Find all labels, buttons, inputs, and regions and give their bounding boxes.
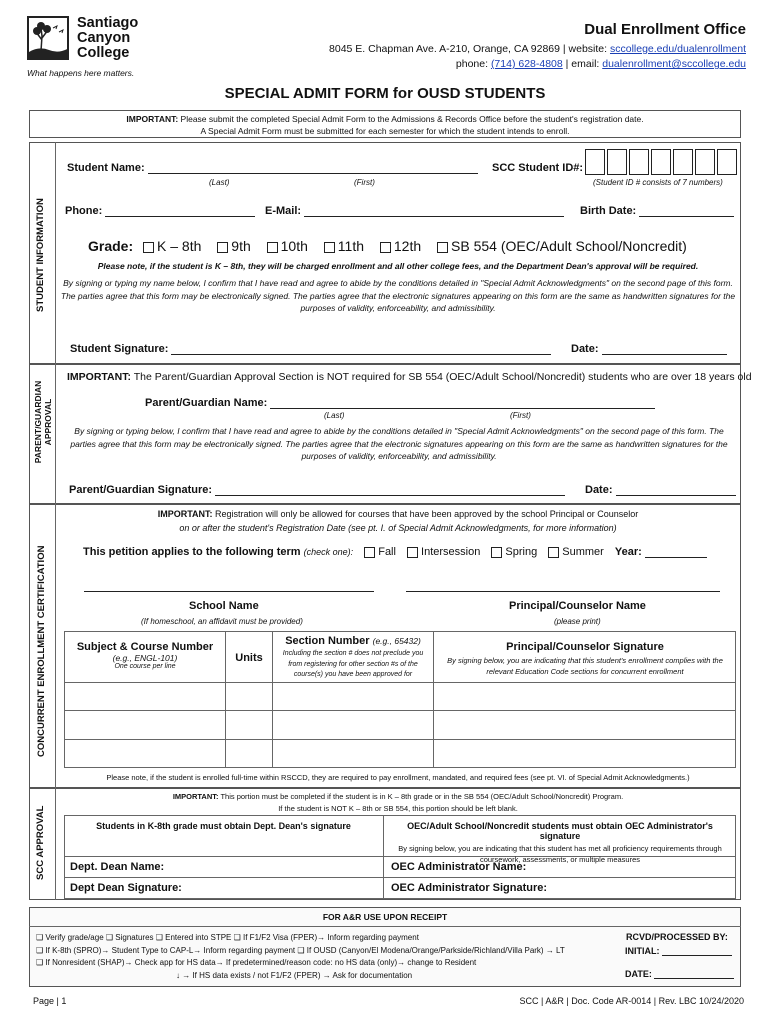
concurrent-important [60, 507, 736, 535]
parent-signature-label: Parent/Guardian Signature: [69, 484, 213, 496]
oec-name-field[interactable]: OEC Administrator Name: [391, 861, 527, 873]
student-section-label: STUDENT INFORMATION [35, 198, 46, 312]
concurrent-important-line1: Registration will only be allowed for courses that have been approved by the school Principal or Counselor [212, 509, 639, 519]
office-address-line [329, 43, 746, 55]
id-digit-box[interactable] [607, 149, 627, 175]
student-id-label: SCC Student ID#: [492, 162, 584, 174]
principal-name-note: (please print) [554, 617, 601, 626]
parent-name-label: Parent/Guardian Name: [145, 397, 268, 409]
concurrent-important-label: IMPORTANT: [157, 509, 213, 519]
office-contact-line [456, 58, 746, 70]
email-link[interactable]: dualenrollment@sccollege.edu [602, 58, 746, 70]
phone-field-label: Phone: [65, 205, 103, 217]
course-col-title: Subject & Course Number [76, 641, 214, 653]
section-col-note: Including the section # does not preclude you from registering for other section #s of the course(s) you have been approved for [282, 650, 424, 678]
parent-last-hint: (Last) [324, 411, 345, 420]
oec-requirement-title: OEC/Adult School/Noncredit students must obtain OEC Administrator's signature [407, 821, 713, 841]
grade-9-text: 9th [231, 238, 251, 254]
concurrent-important-line2: on or after the student's Registration Date (see pt. I. of Special Admit Acknowledgments, for more information) [179, 523, 617, 533]
concurrent-section-label: CONCURRENT ENROLLMENT CERTIFICATION [36, 545, 47, 757]
grade-k8-text: K – 8th [157, 238, 202, 254]
college-tagline: What happens here matters. [27, 68, 135, 78]
dean-signature-field[interactable]: Dept Dean Signature: [70, 882, 182, 894]
parent-agreement: By signing or typing below, I confirm that I have read and agree to abide by the conditions detailed in "Special Admit Acknowledgments" on the second page of this form. The parties agree that this form may be electronically signed. The parties agree that the electronic signatures appearing on this form are the same as handwritten signatures for the purposes of validity, enforceability, and admissibility. [70, 426, 728, 461]
scc-important-label: IMPORTANT: [172, 792, 219, 801]
form-title: SPECIAL ADMIT FORM for OUSD STUDENTS [224, 85, 546, 102]
ar-line4: ↓ → If HS data exists / not F1/F2 (FPER) → Ask for documentation [176, 970, 413, 980]
tree-icon [27, 16, 69, 60]
parent-section-label: PARENT/GUARDIAN APPROVAL [33, 380, 53, 464]
signature-col-title: Principal/Counselor Signature [506, 641, 664, 653]
id-digit-box[interactable] [673, 149, 693, 175]
parent-important [67, 371, 752, 383]
term-intersession-text: Intersession [421, 546, 481, 558]
ar-date-label: DATE: [625, 969, 652, 979]
course-col-note: One course per line [114, 663, 176, 670]
principal-name-label: Principal/Counselor Name [509, 600, 646, 612]
parent-important-text: The Parent/Guardian Approval Section is NOT required for SB 554 (OEC/Adult School/Noncredit) students who are over 18 years old [130, 371, 752, 383]
student-signature-field[interactable] [70, 343, 551, 355]
ar-checklist [36, 932, 565, 982]
grade-sb554-option[interactable] [437, 238, 687, 254]
grade-10-option[interactable] [267, 238, 308, 254]
course-col-header [66, 641, 224, 670]
id-digit-box[interactable] [585, 149, 605, 175]
grade-k8-option[interactable] [143, 238, 201, 254]
initial-label: INITIAL: [625, 946, 660, 956]
student-name-field[interactable] [67, 162, 478, 174]
phone-label: phone: [455, 58, 491, 70]
important-notice [29, 110, 741, 138]
grade-label: Grade: [88, 238, 134, 254]
rcvd-label: RCVD/PROCESSED BY: [626, 932, 728, 942]
grade-sb554-text: SB 554 (OEC/Adult School/Noncredit) [451, 238, 687, 254]
ar-title: FOR A&R USE UPON RECEIPT [322, 912, 448, 922]
section-col-title: Section Number [285, 635, 370, 647]
student-last-hint: (Last) [209, 178, 230, 187]
school-name-note: (If homeschool, an affidavit must be provided) [141, 617, 303, 626]
student-date-label: Date: [571, 343, 599, 355]
email-field[interactable] [265, 205, 564, 217]
term-summer-text: Summer [562, 546, 604, 558]
college-name-3: College [77, 45, 130, 61]
scc-important-line2: If the student is NOT K – 8th or SB 554, this portion should be left blank. [278, 803, 518, 813]
ar-date-field[interactable] [625, 969, 734, 979]
scc-section-label: SCC APPROVAL [35, 805, 46, 880]
school-name-label: School Name [189, 600, 259, 612]
college-logo [27, 16, 157, 81]
grade-10-text: 10th [280, 238, 308, 254]
school-name-line[interactable] [84, 591, 374, 592]
phone-link[interactable]: (714) 628-4808 [490, 58, 563, 70]
fulltime-note: Please note, if the student is enrolled full-time within RSCCD, they are required to pay enrollment, mandated, and required fees (see pt. VI. of Special Admit Acknowledgments.) [106, 773, 690, 782]
term-intersession-option[interactable] [407, 546, 480, 558]
course-col-example: (e.g., ENGL-101) [112, 653, 178, 663]
year-label: Year: [614, 546, 642, 558]
term-spring-option[interactable] [491, 546, 537, 558]
email-field-label: E-Mail: [265, 205, 302, 217]
ar-line2: ❑ If K-8th (SPRO)→ Student Type to CAP-L→ Inform regarding payment ❑ If OUSD (Canyon/El Modena/Orange/Parkside/Richland/Villa Park) → LT [36, 945, 565, 955]
parent-important-label: IMPORTANT: [67, 371, 131, 383]
important-line2: A Special Admit Form must be submitted for each semester for which the student intends to enroll. [200, 126, 570, 136]
grade-note: Please note, if the student is K – 8th, they will be charged enrollment and all other college fees, and the Department Dean's approval will be required. [97, 261, 699, 271]
birth-date-label: Birth Date: [580, 205, 637, 217]
term-label: This petition applies to the following term [83, 546, 301, 558]
student-signature-label: Student Signature: [70, 343, 169, 355]
dean-requirement: Students in K-8th grade must obtain Dept. Dean's signature [96, 821, 351, 831]
dean-name-field[interactable]: Dept. Dean Name: [70, 861, 165, 873]
term-fall-option[interactable] [364, 546, 396, 558]
term-summer-option[interactable] [548, 546, 604, 558]
term-hint: (check one): [303, 547, 354, 557]
grade-11-option[interactable] [324, 238, 364, 254]
term-row [83, 546, 707, 558]
section-col-example: (e.g., 65432) [372, 636, 421, 646]
year-field[interactable] [615, 546, 707, 558]
office-address: 8045 E. Chapman Ave. A-210, Orange, CA 92869 | website: [329, 43, 610, 55]
term-fall-text: Fall [378, 546, 396, 558]
id-digit-box[interactable] [717, 149, 737, 175]
oec-signature-field[interactable]: OEC Administrator Signature: [391, 882, 548, 894]
grade-9-option[interactable] [217, 238, 250, 254]
oec-requirement [386, 821, 734, 865]
ar-line1: ❑ Verify grade/age ❑ Signatures ❑ Entered into STPE ❑ If F1/F2 Visa (FPER)→ Inform regarding payment [36, 933, 419, 942]
parent-first-hint: (First) [510, 411, 531, 420]
phone-field[interactable] [65, 205, 255, 217]
doc-code: SCC | A&R | Doc. Code AR-0014 | Rev. LBC 10/24/2020 [519, 996, 744, 1006]
website-link[interactable]: sccollege.edu/dualenrollment [609, 43, 746, 55]
term-spring-text: Spring [505, 546, 538, 558]
scc-important [60, 791, 736, 814]
student-id-note: (Student ID # consists of 7 numbers) [593, 178, 723, 187]
student-date-field[interactable] [571, 343, 727, 355]
parent-date-label: Date: [585, 484, 613, 496]
id-digit-box[interactable] [629, 149, 649, 175]
grade-row [88, 238, 687, 254]
page-number: Page | 1 [33, 996, 67, 1006]
grade-12-text: 12th [393, 238, 422, 254]
college-name-2: Canyon [77, 30, 131, 46]
id-digit-box[interactable] [695, 149, 715, 175]
important-label: IMPORTANT: [126, 114, 179, 124]
student-first-hint: (First) [354, 178, 375, 187]
oec-requirement-note: By signing below, you are indicating that this student has met all proficiency requirements through coursework, assessments, or multiple measures [398, 844, 722, 864]
ar-line3: ❑ If Nonresident (SHAP)→ Check app for HS data→ If predetermined/reason code: no HS data (only)→ change to Resident [36, 958, 477, 967]
grade-11-text: 11th [337, 238, 364, 254]
principal-name-line[interactable] [406, 591, 720, 592]
parent-date-field[interactable] [585, 484, 736, 496]
section-col-header [275, 635, 431, 681]
initial-field[interactable] [625, 946, 732, 956]
id-digit-box[interactable] [651, 149, 671, 175]
signature-col-header [436, 641, 734, 677]
signature-col-note: By signing below, you are indicating that this student's enrollment complies with the relevant Education Code sections for concurrent enrollment [447, 656, 723, 676]
student-name-label: Student Name: [67, 162, 145, 174]
grade-12-option[interactable] [380, 238, 421, 254]
units-col-header: Units [235, 652, 263, 664]
course-rows[interactable] [64, 683, 736, 768]
student-agreement: By signing or typing my name below, I confirm that I have read and agree to abide by the conditions detailed in "Special Admit Acknowledgments" on the second page of this form. The parties agree that this form may be electronically signed. The parties agree that the electronic signatures appearing on this form are the same as handwritten signatures for the purposes of validity, enforceability, and admissibility. [60, 278, 736, 313]
parent-signature-field[interactable] [69, 484, 565, 496]
college-name-1: Santiago [77, 15, 139, 31]
office-title: Dual Enrollment Office [584, 21, 746, 38]
birth-date-field[interactable] [580, 205, 734, 217]
scc-important-line1: This portion must be completed if the student is in K – 8th grade or in the SB 554 (OEC/Adult School/Noncredit) Program. [218, 792, 624, 801]
parent-name-field[interactable] [145, 397, 655, 409]
email-label: | email: [562, 58, 603, 70]
important-line1: Please submit the completed Special Admit Form to the Admissions & Records Office before the student's registration date. [178, 114, 644, 124]
